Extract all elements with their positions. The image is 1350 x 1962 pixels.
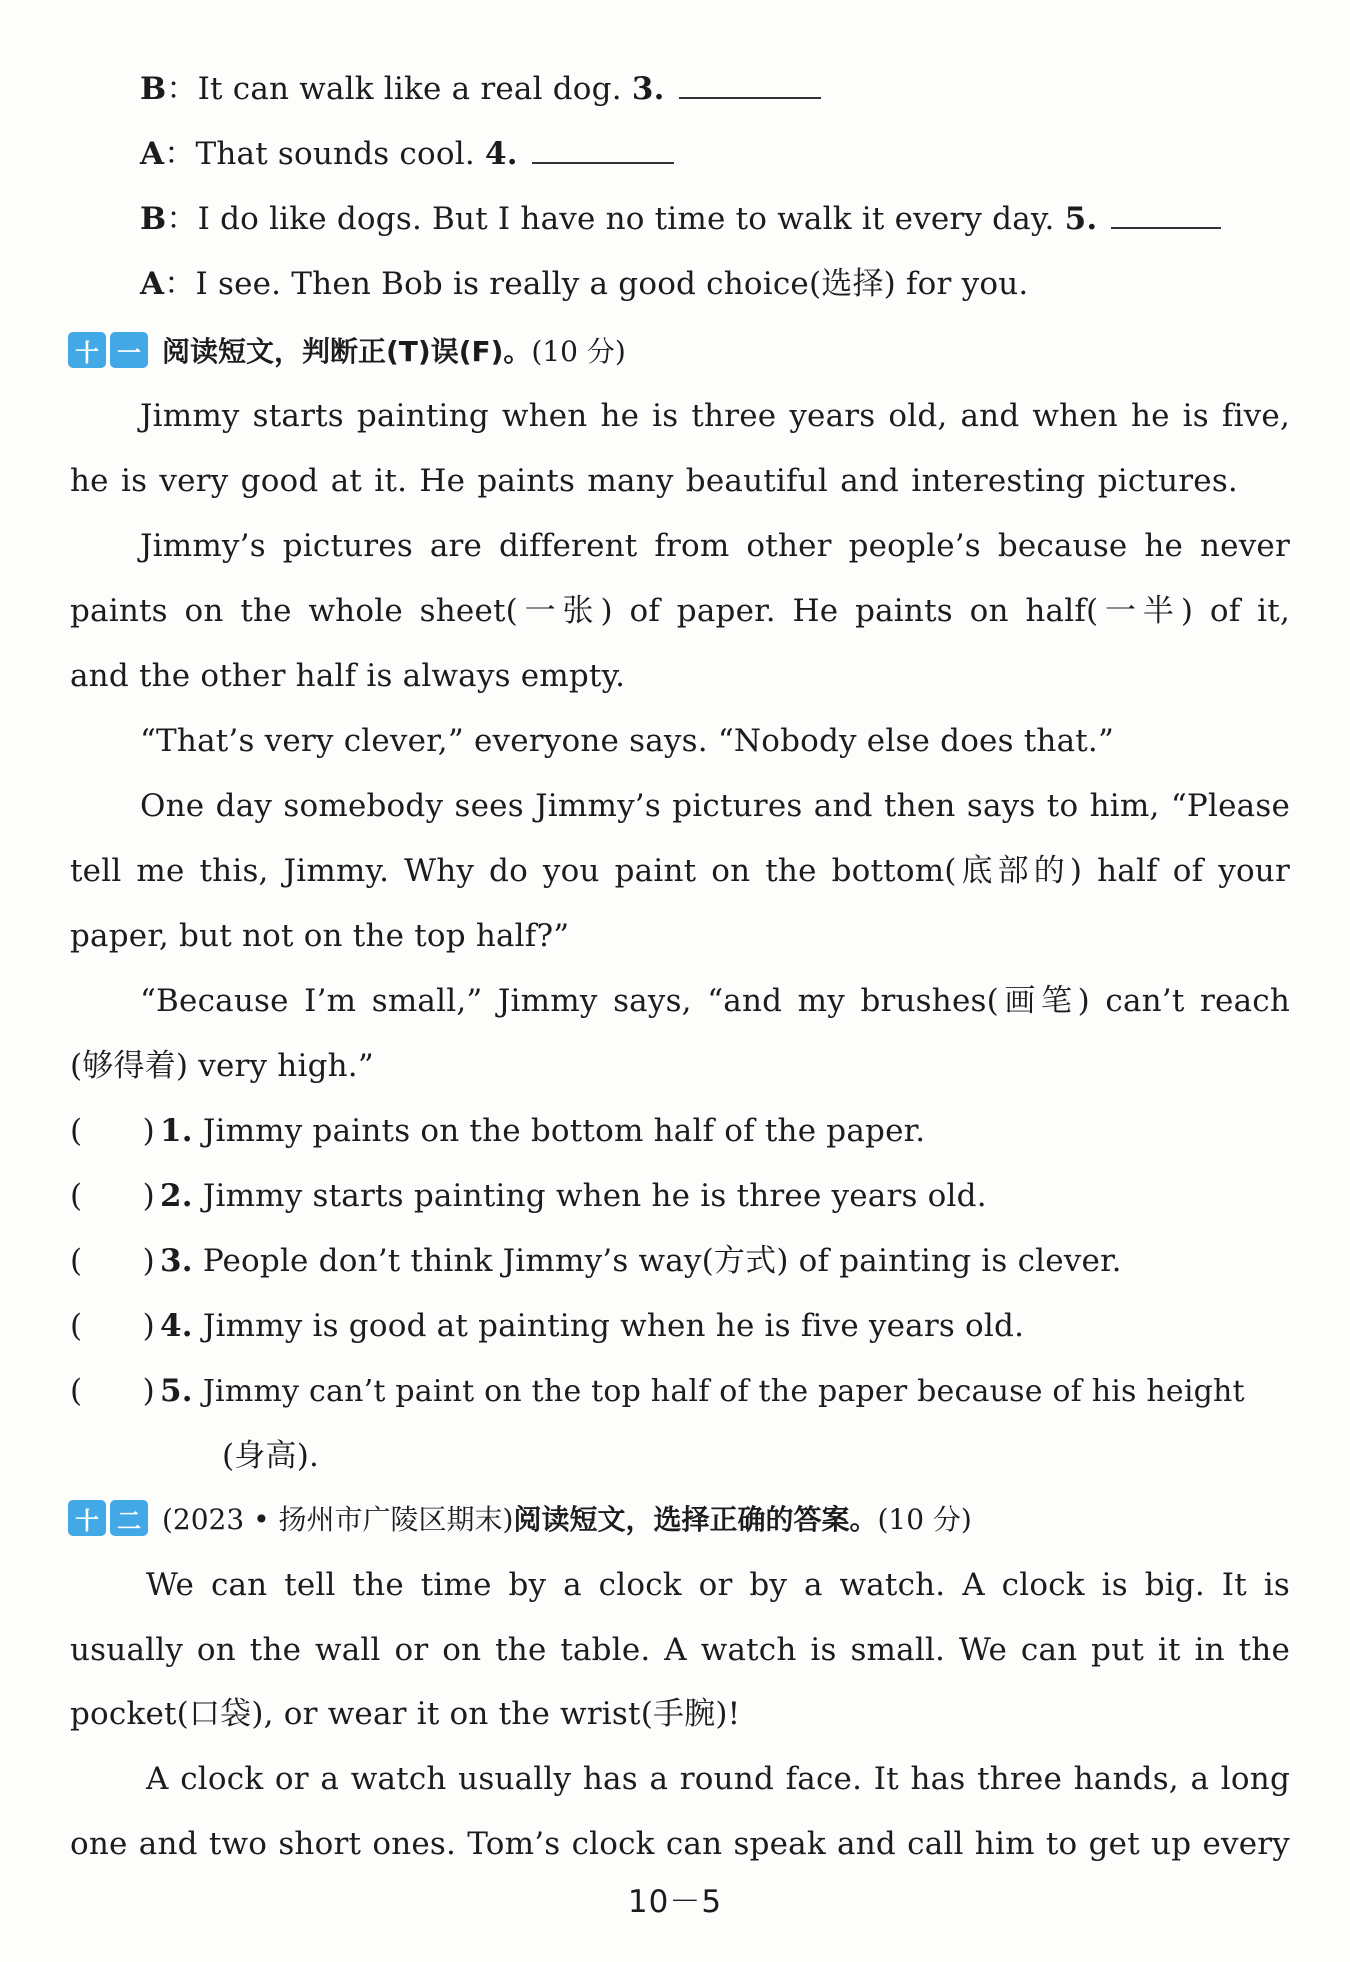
tf-question-continuation: (身高). [222, 1438, 320, 1474]
section-score: (10 分) [877, 1503, 972, 1536]
section-12-header [68, 1496, 972, 1540]
passage-line: We can tell the time by a clock or by a watch. A clock is big. It is [146, 1567, 1290, 1603]
dialogue-text: That sounds cool. [195, 136, 475, 172]
tf-question: ( ) 2. Jimmy starts painting when he is three years old. [70, 1174, 987, 1218]
dialogue-line-a1: A：That sounds cool. 4. [140, 132, 674, 176]
passage-line: One day somebody sees Jimmy’s pictures and then says to him, “Please [140, 788, 1290, 824]
dialogue-text: I do like dogs. But I have no time to walk it every day. [197, 201, 1055, 237]
passage-line: usually on the wall or on the table. A watch is small. We can put it in the [70, 1632, 1290, 1668]
passage-line: he is very good at it. He paints many beautiful and interesting pictures. [70, 463, 1238, 499]
speaker-label: B [140, 201, 167, 237]
passage-line: “That’s very clever,” everyone says. “Nobody else does that.” [140, 723, 1115, 759]
passage-line: and the other half is always empty. [70, 658, 626, 694]
tf-question: ( ) 3. People don’t think Jimmy’s way(方式) of painting is clever. [70, 1239, 1122, 1283]
section-title: 阅读短文，选择正确的答案。 [513, 1503, 878, 1536]
section-source: (2023 • 扬州市广陵区期末) [162, 1503, 514, 1536]
section-11-header [68, 328, 626, 372]
tf-question: ( ) 1. Jimmy paints on the bottom half of the paper. [70, 1109, 925, 1153]
passage-line: (够得着) very high.” [70, 1048, 374, 1084]
passage-line: A clock or a watch usually has a round face. It has three hands, a long [146, 1761, 1290, 1797]
dialogue-text: I see. Then Bob is really a good choice(选择) for you. [195, 266, 1029, 302]
page-number: 10－5 [627, 1884, 723, 1920]
section-number-badge: 十 二 [68, 1500, 148, 1536]
answer-parentheses[interactable]: ( ) [70, 1113, 155, 1149]
answer-parentheses[interactable]: ( ) [70, 1178, 155, 1214]
passage-line: Jimmy starts painting when he is three years old, and when he is five, [140, 398, 1290, 434]
passage-line: paints on the whole sheet(一张) of paper. He paints on half(一半) of it, [70, 593, 1290, 629]
passage-line: one and two short ones. Tom’s clock can speak and call him to get up every [70, 1826, 1290, 1862]
passage-line: “Because I’m small,” Jimmy says, “and my brushes(画笔) can’t reach [140, 983, 1290, 1019]
passage-line: Jimmy’s pictures are different from other people’s because he never [140, 528, 1290, 564]
tf-question: ( ) 4. Jimmy is good at painting when he is five years old. [70, 1304, 1024, 1348]
dialogue-line-b2: B：I do like dogs. But I have no time to walk it every day. 5. [140, 197, 1221, 241]
blank-number: 4. [484, 136, 518, 172]
answer-parentheses[interactable]: ( ) [70, 1373, 155, 1409]
section-score: (10 分) [531, 335, 626, 368]
answer-blank[interactable] [679, 67, 821, 99]
speaker-label: A [140, 136, 165, 172]
answer-blank[interactable] [532, 132, 674, 164]
section-number-badge: 十 一 [68, 332, 148, 368]
blank-number: 3. [631, 71, 665, 107]
tf-question: ( ) 5. Jimmy can’t paint on the top half of the paper because of his height [70, 1369, 1290, 1414]
passage-line: paper, but not on the top half?” [70, 918, 570, 954]
dialogue-line-b1: B：It can walk like a real dog. 3. [140, 67, 821, 111]
passage-line: tell me this, Jimmy. Why do you paint on the bottom(底部的) half of your [70, 853, 1290, 889]
answer-parentheses[interactable]: ( ) [70, 1243, 155, 1279]
answer-parentheses[interactable]: ( ) [70, 1308, 155, 1344]
section-title: 阅读短文，判断正(T)误(F)。 [162, 335, 532, 368]
speaker-label: A [140, 266, 165, 302]
blank-number: 5. [1064, 201, 1098, 237]
dialogue-text: It can walk like a real dog. [197, 71, 622, 107]
answer-blank[interactable] [1111, 197, 1221, 229]
dialogue-line-a2: A：I see. Then Bob is really a good choice(选择) for you. [140, 266, 1029, 302]
passage-line: pocket(口袋), or wear it on the wrist(手腕)! [70, 1696, 741, 1732]
speaker-label: B [140, 71, 167, 107]
